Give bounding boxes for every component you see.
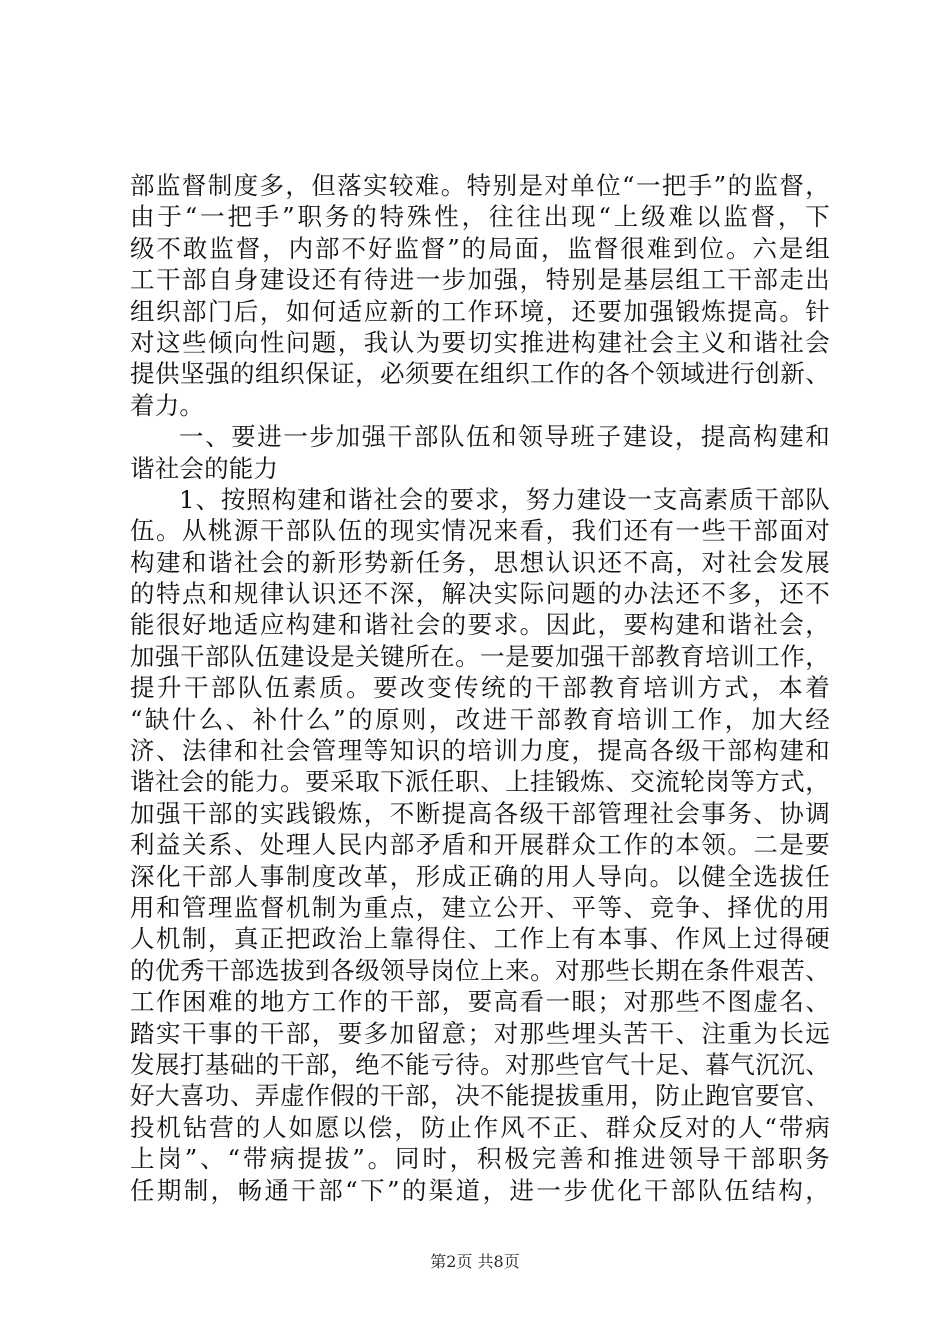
text-line: 加强干部队伍建设是关键所在。一是要加强干部教育培训工作， [130,641,830,671]
text-line: 投机钻营的人如愿以偿，防止作风不正、群众反对的人“带病 [130,1112,830,1142]
text-line: 1、按照构建和谐社会的要求，努力建设一支高素质干部队 [179,484,830,514]
text-line: 能很好地适应构建和谐社会的要求。因此，要构建和谐社会， [130,610,830,640]
body-text [130,170,830,1206]
text-line: 利益关系、处理人民内部矛盾和开展群众工作的本领。二是要 [130,830,830,860]
text-line: 任期制，畅通干部“下”的渠道，进一步优化干部队伍结构， [130,1175,830,1205]
text-line: 组织部门后，如何适应新的工作环境，还要加强锻炼提高。针 [130,296,830,326]
text-line: 好大喜功、弄虚作假的干部，决不能提拔重用，防止跑官要官、 [130,1081,830,1111]
text-line: 由于“一把手”职务的特殊性，往往出现“上级难以监督，下 [130,202,830,232]
text-line: 着力。 [130,390,205,420]
text-line: 谐社会的能力。要采取下派任职、上挂锻炼、交流轮岗等方式， [130,767,830,797]
text-line: 工作困难的地方工作的干部，要高看一眼；对那些不图虚名、 [130,987,830,1017]
text-line: 的特点和规律认识还不深，解决实际问题的办法还不多，还不 [130,579,830,609]
text-line: 级不敢监督，内部不好监督”的局面，监督很难到位。六是组 [130,233,830,263]
text-line: “缺什么、补什么”的原则，改进干部教育培训工作，加大经 [130,704,830,734]
text-line: 深化干部人事制度改革，形成正确的用人导向。以健全选拔任 [130,861,830,891]
section-heading-line: 一、要进一步加强干部队伍和领导班子建设，提高构建和 [179,422,830,452]
page-number-footer: 第2页 共8页 [430,1252,520,1271]
text-line: 加强干部的实践锻炼，不断提高各级干部管理社会事务、协调 [130,798,830,828]
text-line: 对这些倾向性问题，我认为要切实推进构建社会主义和谐社会 [130,327,830,357]
text-line: 提升干部队伍素质。要改变传统的干部教育培训方式，本着 [130,673,830,703]
text-line: 部监督制度多，但落实较难。特别是对单位“一把手”的监督， [130,171,830,200]
text-line: 构建和谐社会的新形势新任务，思想认识还不高，对社会发展 [130,547,830,577]
text-line: 济、法律和社会管理等知识的培训力度，提高各级干部构建和 [130,736,830,766]
text-line: 踏实干事的干部，要多加留意；对那些埋头苦干、注重为长远 [130,1018,830,1048]
text-line: 发展打基础的干部，绝不能亏待。对那些官气十足、暮气沉沉、 [130,1049,830,1079]
text-line: 上岗”、“带病提拔”。同时，积极完善和推进领导干部职务 [130,1144,830,1174]
section-heading-line: 谐社会的能力 [130,453,279,483]
text-line: 人机制，真正把政治上靠得住、工作上有本事、作风上过得硬 [130,924,830,954]
text-line: 伍。从桃源干部队伍的现实情况来看，我们还有一些干部面对 [130,516,830,546]
text-line: 用和管理监督机制为重点，建立公开、平等、竞争、择优的用 [130,892,830,922]
text-line: 的优秀干部选拔到各级领导岗位上来。对那些长期在条件艰苦、 [130,955,830,985]
text-line: 工干部自身建设还有待进一步加强，特别是基层组工干部走出 [130,265,830,295]
text-line: 提供坚强的组织保证，必须要在组织工作的各个领域进行创新、 [130,359,830,389]
